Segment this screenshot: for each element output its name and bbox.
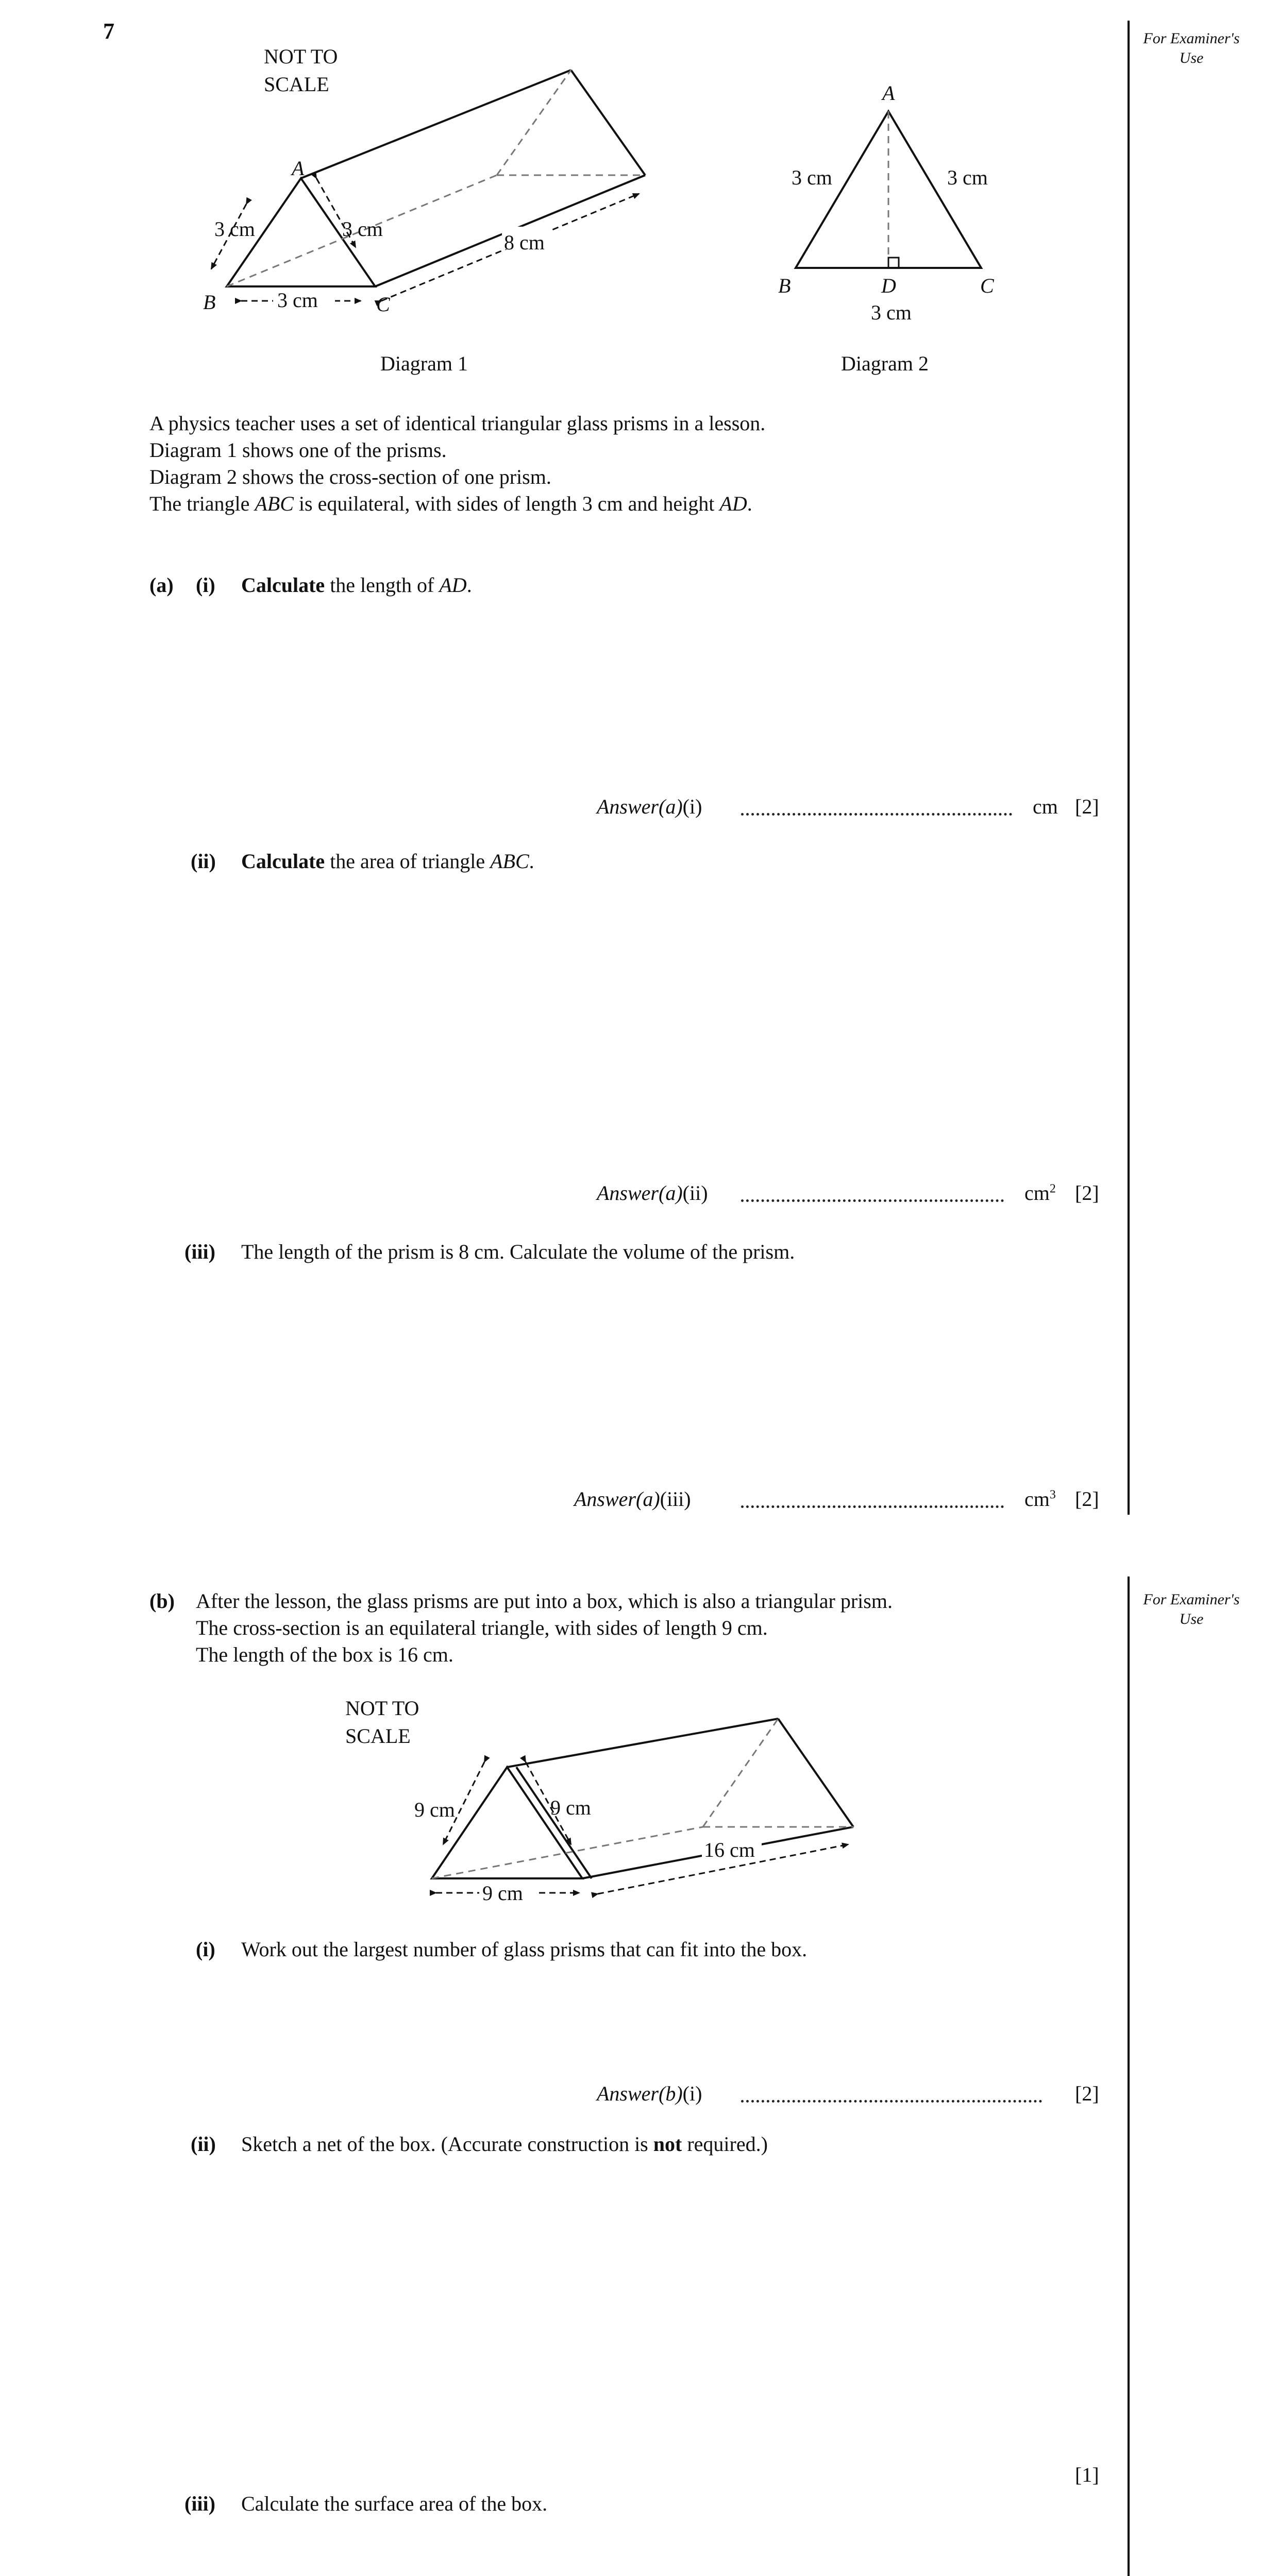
qb3-text: Calculate the surface area of the box. bbox=[241, 2492, 548, 2515]
box-not-to-scale-2: SCALE bbox=[345, 1724, 411, 1748]
qb1-text: Work out the largest number of glass prisms that can fit into the box. bbox=[241, 1938, 808, 1961]
answer-a2-field[interactable] bbox=[741, 1199, 1004, 1202]
qb2-text: Sketch a net of the box. (Accurate construction is not required.) bbox=[241, 2132, 768, 2156]
box-label-left: 9 cm bbox=[414, 1798, 455, 1821]
qa2-text: Calculate the area of triangle ABC. bbox=[241, 850, 534, 873]
answer-a2-marks: [2] bbox=[1075, 1181, 1099, 1205]
answer-a1-field[interactable] bbox=[741, 813, 1012, 816]
part-b-intro-2: The cross-section is an equilateral triangle, with sides of length 9 cm. bbox=[196, 1616, 768, 1639]
answer-b1-field[interactable] bbox=[741, 2100, 1042, 2103]
box-top-edge bbox=[507, 1719, 778, 1767]
answer-a1-marks: [2] bbox=[1075, 795, 1099, 818]
part-b-label: (b) bbox=[149, 1589, 175, 1613]
qa2-num: (ii) bbox=[191, 850, 216, 873]
box-front-thickness bbox=[516, 1767, 592, 1878]
part-b-intro-3: The length of the box is 16 cm. bbox=[196, 1643, 453, 1666]
page-number: 7 bbox=[103, 19, 114, 44]
diagram-1-caption: Diagram 1 bbox=[380, 352, 468, 375]
qa3-num: (iii) bbox=[184, 1240, 215, 1263]
triangle-diagram-2 bbox=[0, 0, 1278, 412]
label-side-bc: 3 cm bbox=[277, 289, 318, 312]
box-hidden-back bbox=[703, 1719, 778, 1827]
intro-line-3: Diagram 2 shows the cross-section of one prism. bbox=[149, 465, 551, 488]
label-side-ab: 3 cm bbox=[214, 217, 255, 241]
label-base: 3 cm bbox=[871, 301, 912, 324]
intro-line-2: Diagram 1 shows one of the prisms. bbox=[149, 438, 447, 462]
qb2-num: (ii) bbox=[191, 2132, 216, 2156]
box-back-right-edge bbox=[778, 1719, 853, 1827]
part-a-label: (a) bbox=[149, 573, 174, 597]
diagram-2-caption: Diagram 2 bbox=[841, 352, 929, 375]
box-label-right: 9 cm bbox=[550, 1796, 591, 1819]
not-to-scale-line-2: SCALE bbox=[264, 73, 329, 96]
intro-line-4: The triangle ABC is equilateral, with sides of length 3 cm and height AD. bbox=[149, 492, 752, 515]
label-a: A bbox=[292, 157, 305, 180]
answer-b1-label: Answer(b)(i) bbox=[597, 2082, 702, 2105]
box-hidden-bottom bbox=[432, 1827, 703, 1878]
answer-a3-unit: $cm^3$ bbox=[1024, 1487, 1056, 1511]
answer-b2-marks: [1] bbox=[1075, 2463, 1099, 2486]
answer-a3-marks: [2] bbox=[1075, 1487, 1099, 1511]
label-a: A bbox=[882, 81, 895, 105]
label-c: C bbox=[980, 274, 994, 297]
qa1-text: Calculate the length of AD. bbox=[241, 573, 472, 597]
label-side-ab: 3 cm bbox=[792, 166, 832, 189]
answer-a3-label: Answer(a)(iii) bbox=[574, 1487, 691, 1511]
label-side-ac: 3 cm bbox=[947, 166, 988, 189]
answer-a1-unit: cm bbox=[1033, 795, 1058, 818]
qa1-num: (i) bbox=[196, 573, 215, 597]
box-label-base: 9 cm bbox=[482, 1882, 523, 1905]
qa3-text: The length of the prism is 8 cm. Calculate the volume of the prism. bbox=[241, 1240, 795, 1263]
box-not-to-scale-1: NOT TO bbox=[345, 1697, 419, 1720]
label-c: C bbox=[376, 293, 390, 316]
examiner-box-label-2: For Examiner's Use bbox=[1143, 1591, 1240, 1628]
label-side-ac: 3 cm bbox=[342, 217, 383, 241]
answer-a1-label: Answer(a)(i) bbox=[597, 795, 702, 818]
label-b: B bbox=[203, 291, 216, 314]
qb3-num: (iii) bbox=[184, 2492, 215, 2515]
qb1-num: (i) bbox=[196, 1938, 215, 1961]
examiner-box-label: For Examiner's Use bbox=[1143, 30, 1240, 66]
label-b: B bbox=[778, 274, 791, 297]
answer-b1-marks: [2] bbox=[1075, 2082, 1099, 2105]
label-length: 8 cm bbox=[504, 231, 545, 254]
label-d: D bbox=[881, 274, 896, 297]
answer-a2-unit: $cm^2$ bbox=[1024, 1181, 1056, 1205]
answer-a3-field[interactable] bbox=[741, 1505, 1004, 1508]
right-angle-mark bbox=[888, 258, 899, 268]
part-b-intro-1: After the lesson, the glass prisms are put into a box, which is also a triangular prism. bbox=[196, 1589, 893, 1613]
answer-a2-label: Answer(a)(ii) bbox=[597, 1181, 708, 1205]
not-to-scale-line-1: NOT TO bbox=[264, 45, 338, 68]
box-label-length: 16 cm bbox=[704, 1838, 755, 1861]
intro-line-1: A physics teacher uses a set of identical triangular glass prisms in a lesson. bbox=[149, 412, 766, 435]
